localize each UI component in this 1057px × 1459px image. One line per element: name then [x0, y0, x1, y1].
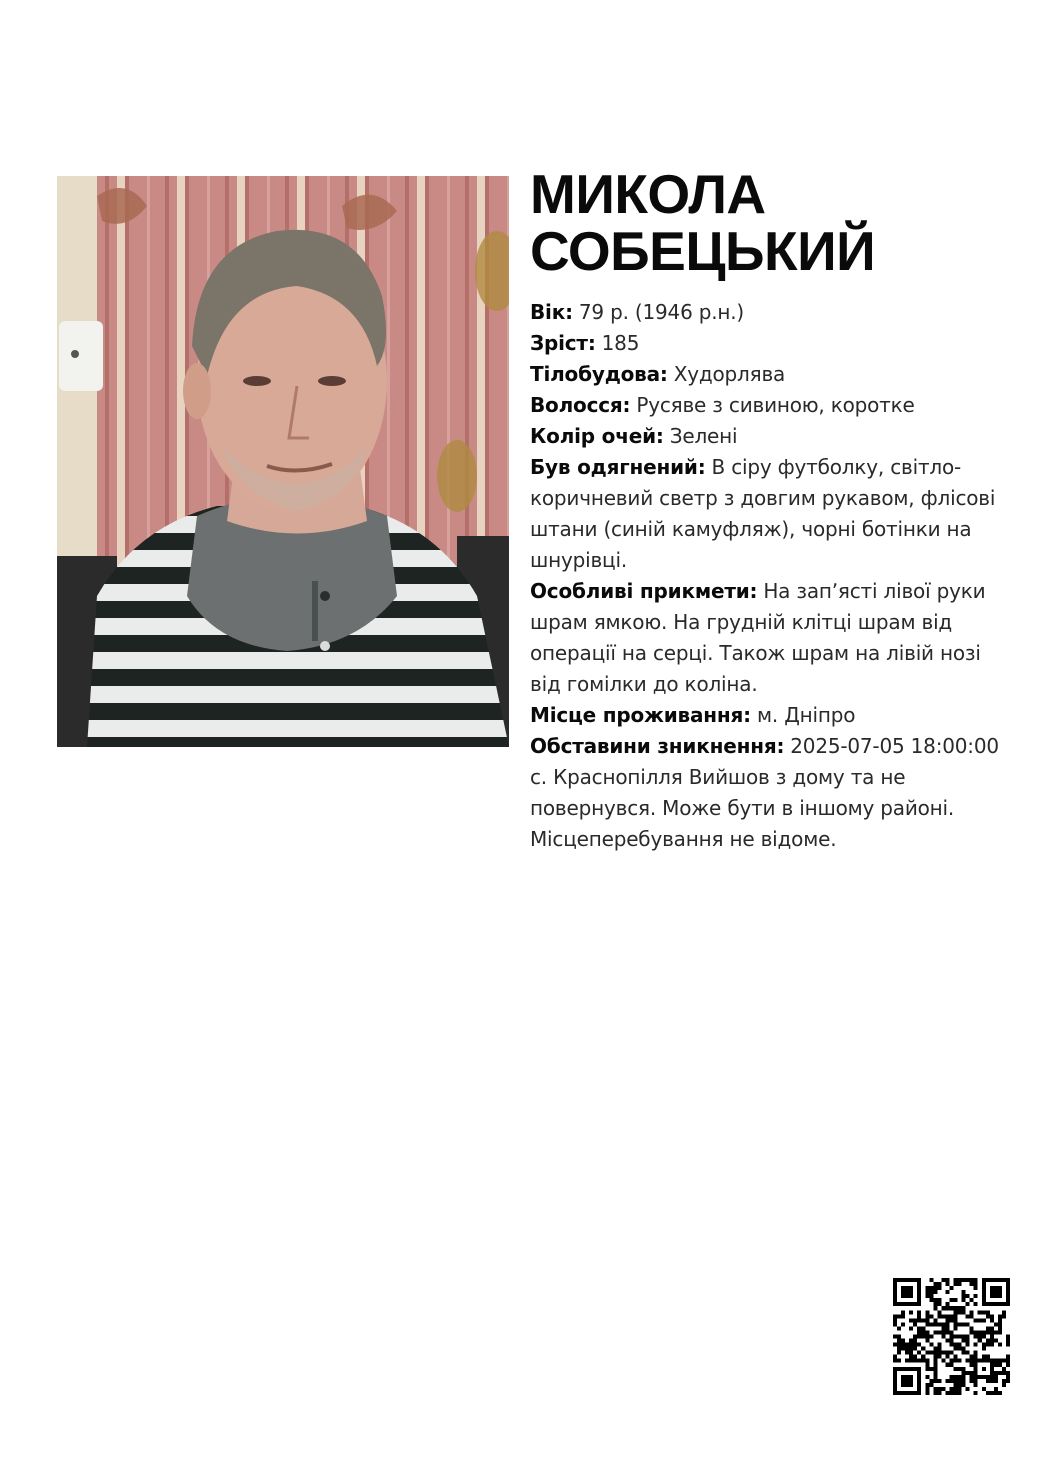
- detail-height: [530, 328, 1010, 359]
- qr-code-icon: [893, 1278, 1010, 1395]
- detail-value: 2025-07-05 18:00:00 с. Краснопілля Вийшов з дому та не повернувся. Може бути в іншому районі. Місцеперебування не відоме.: [530, 734, 999, 851]
- last-name: СОБЕЦЬКИЙ: [530, 220, 876, 282]
- detail-value: м. Дніпро: [757, 703, 856, 727]
- missing-person-photo: [57, 176, 509, 747]
- detail-label: Колір очей:: [530, 424, 664, 448]
- detail-label: Тілобудова:: [530, 362, 668, 386]
- detail-distinctive-marks: [530, 576, 1010, 700]
- detail-value: Зелені: [669, 424, 738, 448]
- detail-hair: [530, 390, 1010, 421]
- detail-age: [530, 297, 1010, 328]
- detail-value: 185: [601, 331, 640, 355]
- portrait-photo-icon: [57, 176, 509, 747]
- detail-eye-color: [530, 421, 1010, 452]
- detail-value: Худорлява: [673, 362, 786, 386]
- detail-value: 79 р. (1946 р.н.): [578, 300, 745, 324]
- detail-label: Місце проживання:: [530, 703, 751, 727]
- detail-label: Був одягнений:: [530, 455, 706, 479]
- person-details: [530, 297, 1010, 855]
- first-name: МИКОЛА: [530, 163, 766, 225]
- qr-code[interactable]: [893, 1278, 1010, 1395]
- detail-circumstances: [530, 731, 1010, 855]
- detail-label: Волосся:: [530, 393, 631, 417]
- detail-label: Зріст:: [530, 331, 596, 355]
- detail-label: Обставини зникнення:: [530, 734, 785, 758]
- detail-residence: [530, 700, 1010, 731]
- person-name: [530, 163, 1030, 282]
- detail-label: Особливі прикмети:: [530, 579, 758, 603]
- detail-value: Русяве з сивиною, коротке: [636, 393, 915, 417]
- detail-label: Вік:: [530, 300, 573, 324]
- detail-value: В сіру футболку, світло-коричневий светр з довгим рукавом, флісові штани (синій камуфляж), чорні ботінки на шнурівці.: [530, 455, 996, 572]
- detail-clothing: [530, 452, 1010, 576]
- detail-value: На запʼясті лівої руки шрам ямкою. На грудній клітці шрам від операції на серці. Також шрам на лівій нозі від гомілки до коліна.: [530, 579, 986, 696]
- detail-build: [530, 359, 1010, 390]
